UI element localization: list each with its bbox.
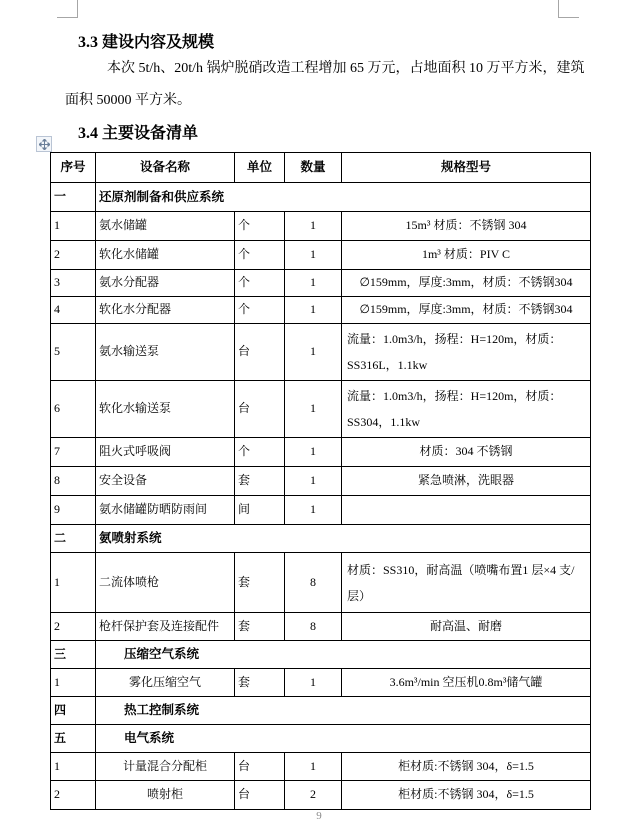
section-name-cell: 氨喷射系统 xyxy=(96,525,591,553)
serial-number-cell: 2 xyxy=(51,613,96,641)
equipment-row xyxy=(51,381,591,438)
section-row xyxy=(51,641,591,669)
equipment-name-cell: 安全设备 xyxy=(96,467,235,496)
spec-cell: 15m³ 材质：不锈钢 304 xyxy=(342,212,591,241)
quantity-cell: 1 xyxy=(285,467,342,496)
serial-number-cell: 3 xyxy=(51,270,96,297)
equipment-name-cell: 枪杆保护套及连接配件 xyxy=(96,613,235,641)
equipment-name-cell: 雾化压缩空气 xyxy=(96,669,235,697)
equipment-row xyxy=(51,438,591,467)
section-heading-3-3: 3.3 建设内容及规模 xyxy=(78,34,215,51)
spec-cell: ∅159mm，厚度:3mm，材质：不锈钢304 xyxy=(342,297,591,324)
unit-cell: 个 xyxy=(235,212,285,241)
quantity-cell: 1 xyxy=(285,241,342,270)
section-name-cell: 热工控制系统 xyxy=(96,697,591,725)
unit-cell: 台 xyxy=(235,381,285,438)
section-row xyxy=(51,697,591,725)
spec-cell: 材质：304 不锈钢 xyxy=(342,438,591,467)
equipment-row xyxy=(51,669,591,697)
serial-number-cell: 1 xyxy=(51,553,96,613)
unit-cell: 套 xyxy=(235,669,285,697)
spec-cell: 紧急喷淋，洗眼器 xyxy=(342,467,591,496)
quantity-cell: 1 xyxy=(285,270,342,297)
spec-cell: 耐高温、耐磨 xyxy=(342,613,591,641)
quantity-cell: 1 xyxy=(285,324,342,381)
serial-number-cell: 5 xyxy=(51,324,96,381)
section-name-cell: 还原剂制备和供应系统 xyxy=(96,183,591,212)
quantity-cell: 1 xyxy=(285,381,342,438)
equipment-row xyxy=(51,553,591,613)
equipment-row xyxy=(51,297,591,324)
table-move-handle-icon[interactable] xyxy=(36,136,52,152)
equipment-row xyxy=(51,613,591,641)
unit-cell: 套 xyxy=(235,553,285,613)
spec-cell xyxy=(342,496,591,525)
equipment-name-cell: 软化水分配器 xyxy=(96,297,235,324)
unit-cell: 间 xyxy=(235,496,285,525)
quantity-cell: 1 xyxy=(285,438,342,467)
spec-cell: 1m³ 材质：PIV C xyxy=(342,241,591,270)
spec-cell: 3.6m³/min 空压机0.8m³储气罐 xyxy=(342,669,591,697)
unit-cell: 个 xyxy=(235,241,285,270)
equipment-row xyxy=(51,270,591,297)
equipment-row xyxy=(51,496,591,525)
equipment-name-cell: 氨水储罐 xyxy=(96,212,235,241)
unit-cell: 台 xyxy=(235,753,285,781)
column-header: 单位 xyxy=(235,153,285,183)
spec-cell: 柜材质:不锈钢 304，δ=1.5 xyxy=(342,781,591,810)
section-row xyxy=(51,525,591,553)
quantity-cell: 2 xyxy=(285,781,342,810)
spec-cell: ∅159mm，厚度:3mm，材质：不锈钢304 xyxy=(342,270,591,297)
section-heading-3-4: 3.4 主要设备清单 xyxy=(78,125,199,142)
quantity-cell: 1 xyxy=(285,753,342,781)
column-header: 序号 xyxy=(51,153,96,183)
spec-cell: 流量：1.0m3/h，扬程：H=120m，材质：SS304，1.1kw xyxy=(342,381,591,438)
serial-number-cell: 一 xyxy=(51,183,96,212)
move-cross-icon xyxy=(39,139,50,150)
section-name-cell: 压缩空气系统 xyxy=(96,641,591,669)
serial-number-cell: 2 xyxy=(51,781,96,810)
equipment-name-cell: 计量混合分配柜 xyxy=(96,753,235,781)
unit-cell: 个 xyxy=(235,270,285,297)
serial-number-cell: 二 xyxy=(51,525,96,553)
section-name-cell: 电气系统 xyxy=(96,725,591,753)
quantity-cell: 1 xyxy=(285,669,342,697)
serial-number-cell: 五 xyxy=(51,725,96,753)
page-number: 9 xyxy=(316,810,322,822)
construction-scale-paragraph: 本次 5t/h、20t/h 锅炉脱硝改造工程增加 65 万元，占地面积 10 万平方米，建筑面积 50000 平方米。 xyxy=(65,61,585,108)
column-header: 规格型号 xyxy=(342,153,591,183)
equipment-name-cell: 阻火式呼吸阀 xyxy=(96,438,235,467)
serial-number-cell: 1 xyxy=(51,753,96,781)
serial-number-cell: 四 xyxy=(51,697,96,725)
quantity-cell: 1 xyxy=(285,496,342,525)
equipment-name-cell: 氨水输送泵 xyxy=(96,324,235,381)
unit-cell: 台 xyxy=(235,781,285,810)
table-header-row xyxy=(51,153,591,183)
unit-cell: 个 xyxy=(235,297,285,324)
equipment-row xyxy=(51,753,591,781)
spec-cell: 流量：1.0m3/h，扬程：H=120m，材质：SS316L，1.1kw xyxy=(342,324,591,381)
serial-number-cell: 三 xyxy=(51,641,96,669)
equipment-row xyxy=(51,781,591,810)
column-header: 设备名称 xyxy=(96,153,235,183)
section-row xyxy=(51,725,591,753)
serial-number-cell: 6 xyxy=(51,381,96,438)
serial-number-cell: 4 xyxy=(51,297,96,324)
table-body xyxy=(51,183,591,810)
serial-number-cell: 1 xyxy=(51,669,96,697)
equipment-name-cell: 软化水储罐 xyxy=(96,241,235,270)
equipment-name-cell: 软化水输送泵 xyxy=(96,381,235,438)
unit-cell: 套 xyxy=(235,613,285,641)
spec-cell: 材质：SS310，耐高温（喷嘴布置1 层×4 支/层） xyxy=(342,553,591,613)
equipment-name-cell: 氨水分配器 xyxy=(96,270,235,297)
serial-number-cell: 2 xyxy=(51,241,96,270)
quantity-cell: 1 xyxy=(285,297,342,324)
unit-cell: 套 xyxy=(235,467,285,496)
serial-number-cell: 9 xyxy=(51,496,96,525)
quantity-cell: 1 xyxy=(285,212,342,241)
quantity-cell: 8 xyxy=(285,553,342,613)
page-margin-corner-mark-right xyxy=(558,0,579,18)
equipment-name-cell: 二流体喷枪 xyxy=(96,553,235,613)
equipment-row xyxy=(51,324,591,381)
unit-cell: 个 xyxy=(235,438,285,467)
section-row xyxy=(51,183,591,212)
unit-cell: 台 xyxy=(235,324,285,381)
equipment-table xyxy=(50,152,591,810)
equipment-row xyxy=(51,467,591,496)
serial-number-cell: 1 xyxy=(51,212,96,241)
page-margin-corner-mark-left xyxy=(57,0,78,18)
serial-number-cell: 7 xyxy=(51,438,96,467)
equipment-name-cell: 喷射柜 xyxy=(96,781,235,810)
serial-number-cell: 8 xyxy=(51,467,96,496)
spec-cell: 柜材质:不锈钢 304，δ=1.5 xyxy=(342,753,591,781)
equipment-row xyxy=(51,212,591,241)
equipment-row xyxy=(51,241,591,270)
column-header: 数量 xyxy=(285,153,342,183)
equipment-name-cell: 氨水储罐防晒防雨间 xyxy=(96,496,235,525)
quantity-cell: 8 xyxy=(285,613,342,641)
